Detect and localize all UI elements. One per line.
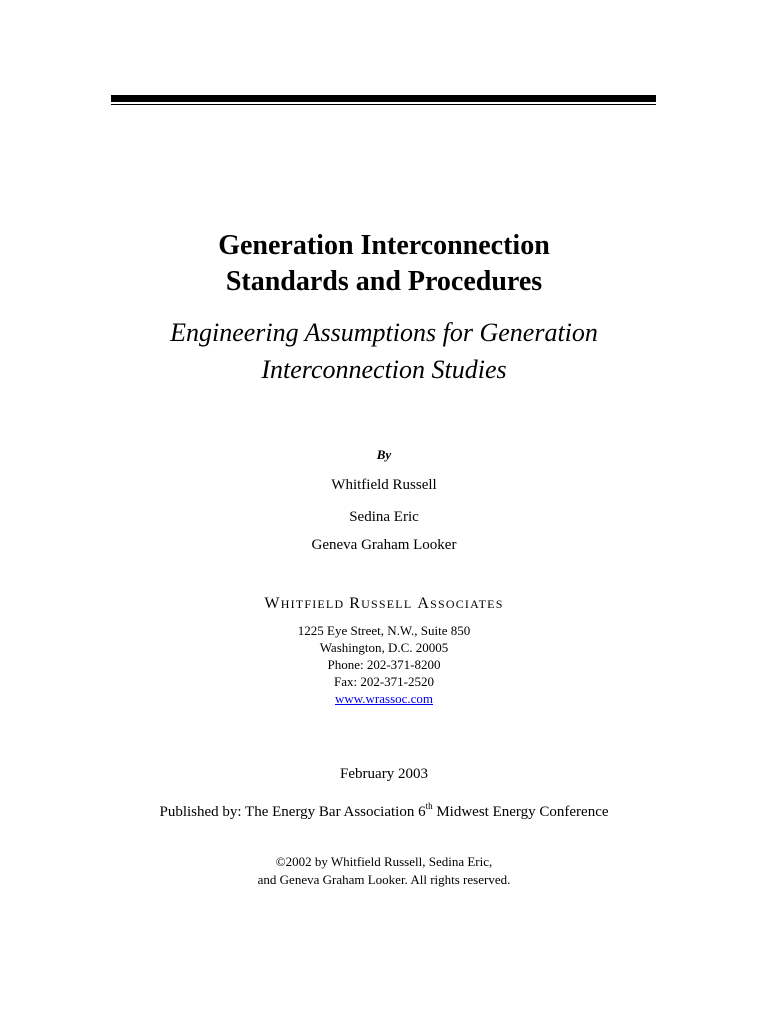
firm-word-rest: HITFIELD	[280, 597, 345, 611]
firm-word-initial: W	[264, 595, 281, 612]
firm-name	[0, 594, 768, 614]
author-name: Sedina Eric	[349, 509, 419, 525]
byline: By	[376, 447, 392, 462]
publication-date: February 2003	[340, 766, 428, 782]
firm-word-initial: A	[417, 595, 431, 612]
author-name: Geneva Graham Looker	[311, 537, 457, 553]
top-rule-thin	[111, 104, 656, 105]
address-city: Washington, D.C. 20005	[319, 640, 449, 655]
document-title	[0, 228, 768, 300]
author-name: Whitfield Russell	[331, 477, 437, 493]
published-text-end: Midwest Energy Conference	[432, 804, 609, 820]
published-by	[0, 802, 768, 822]
published-text: Published by: The Energy Bar Association 6	[159, 804, 426, 820]
firm-word-rest: SSOCIATES	[430, 597, 504, 611]
firm-word-rest: USSELL	[361, 597, 413, 611]
ordinal-suffix: th	[425, 801, 433, 811]
document-subtitle	[0, 314, 768, 388]
title-line-2: Standards and Procedures	[225, 266, 543, 297]
website-link[interactable]: www.wrassoc.com	[334, 691, 434, 706]
subtitle-line-1: Engineering Assumptions for Generation	[170, 318, 598, 347]
copyright-line-2: and Geneva Graham Looker. All rights reserved.	[257, 872, 511, 887]
copyright-line-1: ©2002 by Whitfield Russell, Sedina Eric,	[275, 854, 493, 869]
firm-word-initial: R	[349, 595, 362, 612]
title-line-1: Generation Interconnection	[218, 230, 550, 261]
address-fax: Fax: 202-371-2520	[333, 674, 435, 689]
address-phone: Phone: 202-371-8200	[327, 657, 441, 672]
firm-address	[0, 622, 768, 707]
top-rule-thick	[111, 95, 656, 102]
subtitle-line-2: Interconnection Studies	[261, 355, 507, 384]
copyright-notice	[0, 853, 768, 889]
address-street: 1225 Eye Street, N.W., Suite 850	[297, 623, 471, 638]
